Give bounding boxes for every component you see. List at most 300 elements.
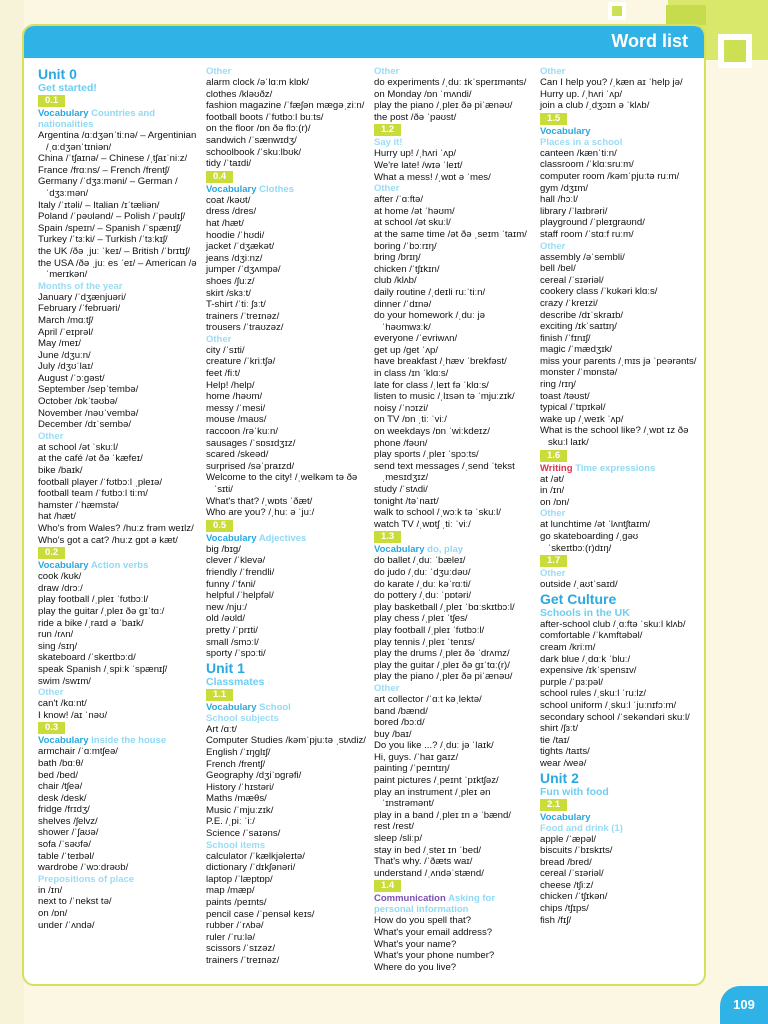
category-label: School items xyxy=(206,839,266,851)
category-label: Say it! xyxy=(374,137,403,149)
word-entry: bread /bred/ xyxy=(540,856,592,868)
section-heading xyxy=(206,184,368,195)
section-number: 1.1 xyxy=(206,689,233,701)
section-number: 1.5 xyxy=(540,113,567,125)
word-entry: expensive /ɪkˈspensɪv/ xyxy=(540,665,637,677)
header-bar xyxy=(24,26,704,58)
word-entry: biscuits /ˈbɪskɪts/ xyxy=(540,845,613,857)
word-entry: stay in bed /ˌsteɪ ɪn ˈbed/ xyxy=(374,844,482,856)
word-entry: desk /desk/ xyxy=(38,792,87,804)
word-entry: What's your email address? xyxy=(374,927,493,938)
word-entry: dress /dres/ xyxy=(206,206,257,218)
word-entry: tights /taɪts/ xyxy=(540,746,590,758)
word-entry: the USA /ðə ˌjuː es ˈeɪ/ – American /əˈmerɪkən/ xyxy=(38,257,197,281)
heading-type: Communication xyxy=(374,893,446,905)
heading-topic: Time expressions xyxy=(575,462,656,474)
word-entry: I know! /aɪ ˈnəʊ/ xyxy=(38,709,108,721)
word-entry: outside /ˌaʊtˈsaɪd/ xyxy=(540,579,618,591)
word-entry: sausages /ˈsɒsɪdʒɪz/ xyxy=(206,437,296,449)
word-entry: cream /kriːm/ xyxy=(540,641,596,653)
word-entry: jacket /ˈdʒækət/ xyxy=(206,241,275,253)
word-entry: alarm clock /əˈlɑːm klɒk/ xyxy=(206,77,309,88)
word-entry: play an instrument /ˌpleɪ ən ˈɪnstrəmənt/ xyxy=(374,786,491,810)
word-entry: play basketball /ˌpleɪ ˈbɑːskɪtbɔːl/ xyxy=(374,601,515,613)
heading-topic: Clothes xyxy=(259,183,294,195)
word-entry: shoes /ʃuːz/ xyxy=(206,275,255,287)
word-entry: computer room /kəmˈpjuːtə ruːm/ xyxy=(540,170,680,182)
word-entry: big /bɪg/ xyxy=(206,543,241,555)
word-entry: sing /sɪŋ/ xyxy=(38,640,78,652)
column-4 xyxy=(540,66,702,926)
word-entry: trousers /ˈtraʊzəz/ xyxy=(206,322,284,334)
category-label: Food and drink (1) xyxy=(540,822,623,834)
page-title: Word list xyxy=(611,31,688,51)
word-entry: scissors /ˈsɪzəz/ xyxy=(206,943,275,955)
word-entry: fashion magazine /ˈfæʃən mægəˌziːn/ xyxy=(206,100,365,112)
word-entry: phone /fəʊn/ xyxy=(374,437,428,449)
word-entry: hall /hɔːl/ xyxy=(540,194,578,206)
word-entry: bored /bɔːd/ xyxy=(374,717,425,729)
word-entry: tie /taɪ/ xyxy=(540,734,570,746)
word-entry: We're late! /wɪə ˈleɪt/ xyxy=(374,159,463,171)
word-entry: sleep /sliːp/ xyxy=(374,833,422,845)
word-entry: chair /tʃeə/ xyxy=(38,781,83,793)
word-entry: describe /dɪˈskraɪb/ xyxy=(540,309,624,321)
section-row xyxy=(38,94,200,108)
word-entry: school rules /ˌskuːl ˈruːlz/ xyxy=(540,688,647,700)
heading-type: Vocabulary xyxy=(206,701,257,713)
section-row xyxy=(540,798,702,812)
word-entry: friendly /ˈfrendli/ xyxy=(206,566,275,578)
word-entry: French /frentʃ/ xyxy=(206,758,266,770)
word-entry: Welcome to the city! /ˌwelkəm tə ðə ˈsɪti/ xyxy=(206,472,358,495)
word-entry: March /mɑːtʃ/ xyxy=(38,314,94,326)
word-entry: at the café /ət ðə ˈkæfeɪ/ xyxy=(38,453,143,465)
word-entry: play football /ˌpleɪ ˈfʊtbɔːl/ xyxy=(38,594,149,606)
category-label: Other xyxy=(374,682,400,694)
word-entry: clothes /kləʊðz/ xyxy=(206,88,273,100)
word-entry: magic /ˈmædʒɪk/ xyxy=(540,344,613,356)
word-entry: Help! /help/ xyxy=(206,379,255,391)
word-entry: January /ˈdʒænjuəri/ xyxy=(38,291,126,303)
word-entry: on /ɒn/ xyxy=(540,496,570,508)
word-entry: Italy /ˈɪtəli/ – Italian /ɪˈtæliən/ xyxy=(38,199,160,211)
word-entry: What's your name? xyxy=(374,938,457,950)
word-entry: skateboard /ˈskeɪtbɔːd/ xyxy=(38,652,136,664)
word-entry: walk to school /ˌwɔːk tə ˈskuːl/ xyxy=(374,507,501,519)
word-entry: ring /rɪŋ/ xyxy=(540,379,576,391)
word-entry: art collector /ˈɑːt kəˌlektə/ xyxy=(374,693,482,705)
word-entry: creature /ˈkriːtʃə/ xyxy=(206,356,276,368)
word-entry: have breakfast /ˌhæv ˈbrekfəst/ xyxy=(374,356,507,368)
word-entry: laptop /ˈlæptɒp/ xyxy=(206,873,273,885)
word-entry: finish /ˈfɪnɪʃ/ xyxy=(540,332,591,344)
category-label: Other xyxy=(38,687,64,699)
word-entry: at home /ət ˈhəʊm/ xyxy=(374,205,455,217)
word-entry: do judo /ˌduː ˈdʒuːdəʊ/ xyxy=(374,566,471,578)
word-entry: football player /ˈfʊtbɔːl ˌpleɪə/ xyxy=(38,476,163,488)
word-entry: everyone /ˈevriwʌn/ xyxy=(374,333,458,345)
column-3 xyxy=(374,66,536,973)
word-entry: new /njuː/ xyxy=(206,601,248,613)
heading-type: Vocabulary xyxy=(38,735,89,747)
category-label: Prepositions of place xyxy=(38,873,135,885)
word-entry: miss your parents /ˌmɪs jə ˈpeərənts/ xyxy=(540,355,697,367)
heading-type: Vocabulary xyxy=(540,811,591,823)
page-margin xyxy=(0,0,24,1024)
word-entry: trainers /ˈtreɪnəz/ xyxy=(206,955,280,966)
word-entry: rubber /ˈrʌbə/ xyxy=(206,920,264,932)
word-entry: comfortable /ˈkʌmftəbəl/ xyxy=(540,630,643,642)
category-label: Other xyxy=(374,183,400,195)
heading-type: Vocabulary xyxy=(374,544,425,556)
word-entry: chicken /ˈtʃɪkən/ xyxy=(540,891,608,903)
word-entry: join a club /ˌdʒɔɪn ə ˈklʌb/ xyxy=(540,100,650,112)
word-entry: do your homework /ˌduː jə ˈhəʊmwɜːk/ xyxy=(374,310,485,333)
heading-type: Vocabulary xyxy=(38,108,89,119)
section-number: 1.4 xyxy=(374,880,401,892)
word-entry: Poland /ˈpəʊlənd/ – Polish /ˈpəʊlɪʃ/ xyxy=(38,211,186,223)
word-entry: cook /kʊk/ xyxy=(38,571,82,583)
word-entry: Science /ˈsaɪəns/ xyxy=(206,828,281,840)
word-entry: on the floor /ɒn ðə flɔː(r)/ xyxy=(206,123,311,135)
word-entry: sporty /ˈspɔːti/ xyxy=(206,648,266,660)
word-entry: club /klʌb/ xyxy=(374,275,417,287)
section-row xyxy=(374,530,536,544)
section-row xyxy=(38,546,200,560)
word-entry: in /ɪn/ xyxy=(38,884,63,896)
word-entry: bell /bel/ xyxy=(540,263,576,275)
word-entry: at the same time /ət ðə ˌseɪm ˈtaɪm/ xyxy=(374,228,527,240)
word-entry: tidy /ˈtaɪdi/ xyxy=(206,158,252,170)
word-entry: canteen /kænˈtiːn/ xyxy=(540,147,617,159)
category-label: Other xyxy=(374,66,400,77)
word-entry: dictionary /ˈdɪkʃənəri/ xyxy=(206,862,296,874)
heading-topic: School xyxy=(259,701,291,713)
word-entry: school uniform /ˌskuːl ˈjuːnɪfɔːm/ xyxy=(540,699,677,711)
section-number: 0.1 xyxy=(38,95,65,107)
category-label: Other xyxy=(540,240,566,252)
word-entry: December /dɪˈsembə/ xyxy=(38,419,131,431)
word-entry: after-school club /ˌɑːftə ˈskuːl klʌb/ xyxy=(540,618,686,630)
word-entry: after /ˈɑːftə/ xyxy=(374,194,424,206)
word-entry: Hi, guys. /ˈhaɪ gaɪz/ xyxy=(374,751,459,763)
word-entry: April /ˈeɪprəl/ xyxy=(38,326,94,338)
word-entry: watch TV /ˌwɒtʃ ˌtiː ˈviː/ xyxy=(374,518,471,530)
word-entry: on TV /ɒn ˌtiː ˈviː/ xyxy=(374,414,447,426)
word-entry: Who are you? /ˌhuː ə ˈjuː/ xyxy=(206,507,315,519)
word-entry: get up /get ˈʌp/ xyxy=(374,344,438,356)
word-entry: map /mæp/ xyxy=(206,885,255,897)
word-entry: helpful /ˈhelpfəl/ xyxy=(206,590,274,602)
category-label: School subjects xyxy=(206,712,279,724)
word-entry: gym /dʒɪm/ xyxy=(540,182,589,194)
word-entry: July /dʒʊˈlaɪ/ xyxy=(38,361,94,373)
word-entry: play the drums /ˌpleɪ ðə ˈdrʌmz/ xyxy=(374,648,510,660)
word-entry: do karate /ˌduː kəˈrɑːti/ xyxy=(374,578,471,590)
word-entry: June /dʒuːn/ xyxy=(38,349,91,361)
word-entry: hat /hæt/ xyxy=(38,511,76,523)
word-entry: hat /hæt/ xyxy=(206,217,244,229)
word-entry: hoodie /ˈhʊdi/ xyxy=(206,229,265,241)
heading-type: Vocabulary xyxy=(206,532,257,544)
word-entry: T-shirt /ˈtiː ʃɜːt/ xyxy=(206,299,266,311)
section-row xyxy=(540,449,702,463)
word-entry: monster /ˈmɒnstə/ xyxy=(540,367,618,379)
word-entry: chips /tʃɪps/ xyxy=(540,903,589,915)
word-entry: ride a bike /ˌraɪd ə ˈbaɪk/ xyxy=(38,617,144,629)
word-entry: play the guitar /ˌpleɪ ðə gɪˈtɑː(r)/ xyxy=(374,659,510,671)
heading-topic: Action verbs xyxy=(90,560,149,572)
category-label: Other xyxy=(540,508,566,520)
word-entry: fish /fɪʃ/ xyxy=(540,914,572,926)
category-label: Other xyxy=(206,66,232,77)
unit-heading: Unit 0 xyxy=(38,66,77,82)
word-entry: fridge /frɪdʒ/ xyxy=(38,804,90,816)
section-row xyxy=(540,554,702,568)
word-entry: toast /təʊst/ xyxy=(540,390,590,402)
unit-subtitle: Fun with food xyxy=(540,785,609,798)
word-entry: on Monday /ɒn ˈmʌndi/ xyxy=(374,88,472,100)
word-entry: scared /skeəd/ xyxy=(206,449,269,461)
word-entry: listen to music /ˌlɪsən tə ˈmjuːzɪk/ xyxy=(374,391,515,403)
word-entry: home /həʊm/ xyxy=(206,391,263,403)
word-entry: speak Spanish /ˌspiːk ˈspænɪʃ/ xyxy=(38,663,168,675)
page-number: 109 xyxy=(720,986,768,1024)
word-entry: messy /ˈmesi/ xyxy=(206,402,266,414)
section-heading xyxy=(374,893,536,915)
word-entry: Can I help you? /ˌkæn aɪ ˈhelp jə/ xyxy=(540,77,683,88)
word-entry: Where do you live? xyxy=(374,961,457,973)
word-entry: Argentina /ɑːdʒənˈtiːnə/ – Argentinian /ˌɑːdʒənˈtɪniən/ xyxy=(38,130,197,153)
word-entry: secondary school /ˈsekəndəri skuːl/ xyxy=(540,711,690,723)
word-entry: trainers /ˈtreɪnəz/ xyxy=(206,310,280,322)
word-entry: How do you spell that? xyxy=(374,915,472,927)
word-entry: raccoon /rəˈkuːn/ xyxy=(206,426,278,438)
word-entry: bring /brɪŋ/ xyxy=(374,252,421,264)
word-entry: study /ˈstʌdi/ xyxy=(374,484,428,495)
unit-subtitle: Classmates xyxy=(206,675,265,688)
word-entry: the UK /ðə ˌjuː ˈkeɪ/ – British /ˈbrɪtɪʃ/ xyxy=(38,245,191,257)
word-entry: send text messages /ˌsend ˈtekst ˌmesɪdʒɪz/ xyxy=(374,460,515,484)
word-entry: noisy /ˈnɔɪzi/ xyxy=(374,402,429,414)
heading-topic: Adjectives xyxy=(258,532,307,544)
word-entry: purple /ˈpɜːpəl/ xyxy=(540,676,604,688)
word-entry: staff room /ˈstɑːf ruːm/ xyxy=(540,228,634,240)
word-entry: do experiments /ˌduː ɪkˈsperɪmənts/ xyxy=(374,77,527,88)
word-entry: August /ˈɔːgəst/ xyxy=(38,372,105,384)
section-heading xyxy=(206,702,368,713)
word-entry: next to /ˈnekst tə/ xyxy=(38,896,112,908)
word-entry: Who's from Wales? /huːz frəm weɪlz/ xyxy=(38,523,194,534)
word-entry: Hurry up. /ˌhʌri ˈʌp/ xyxy=(540,88,623,100)
word-entry: crazy /ˈkreɪzi/ xyxy=(540,297,598,309)
word-entry: cereal /ˈsɪəriəl/ xyxy=(540,868,604,880)
word-entry: cheese /tʃiːz/ xyxy=(540,879,594,891)
word-entry: Hurry up! /ˌhʌri ˈʌp/ xyxy=(374,148,457,160)
section-number: 1.3 xyxy=(374,531,401,543)
word-entry: shirt /ʃɜːt/ xyxy=(540,723,578,735)
section-heading xyxy=(206,533,368,544)
heading-topic: Countries and nationalities xyxy=(38,108,156,130)
word-entry: What is the school like? /ˌwɒt ɪz ðə skuːl laɪk/ xyxy=(540,425,689,449)
word-entry: bike /baɪk/ xyxy=(38,465,83,477)
word-entry: What's your phone number? xyxy=(374,950,495,962)
word-entry: daily routine /ˌdeɪli ruːˈtiːn/ xyxy=(374,286,486,298)
section-heading xyxy=(540,463,702,474)
word-entry: P.E. /ˌpiː ˈiː/ xyxy=(206,816,255,828)
word-entry: at lunchtime /ət ˈlʌntʃtaɪm/ xyxy=(540,519,651,531)
unit-subtitle: Schools in the UK xyxy=(540,606,630,619)
section-number: 0.3 xyxy=(38,722,65,734)
word-entry: shower /ˈʃaʊə/ xyxy=(38,827,99,839)
word-entry: February /ˈfebruəri/ xyxy=(38,303,121,315)
word-entry: late for class /ˌleɪt fə ˈklɑːs/ xyxy=(374,379,489,391)
word-entry: dark blue /ˌdɑːk ˈbluː/ xyxy=(540,653,631,665)
section-heading xyxy=(38,108,200,130)
unit-heading: Get Culture xyxy=(540,590,617,607)
word-entry: clever /ˈklevə/ xyxy=(206,555,266,567)
word-entry: hamster /ˈhæmstə/ xyxy=(38,499,119,511)
section-heading xyxy=(38,560,200,571)
word-entry: paints /peɪnts/ xyxy=(206,897,267,909)
word-entry: schoolbook /ˈskuːlbʊk/ xyxy=(206,146,302,158)
word-entry: assembly /əˈsembli/ xyxy=(540,251,625,263)
word-entry: Geography /dʒiˈɒgrəfi/ xyxy=(206,770,302,782)
heading-topic: Asking for personal information xyxy=(374,893,496,916)
word-entry: Who's got a cat? /huːz gɒt ə kæt/ xyxy=(38,534,178,546)
word-entry: Art /ɑːt/ xyxy=(206,723,237,735)
word-entry: library /ˈlaɪbrəri/ xyxy=(540,205,608,217)
unit-heading: Unit 2 xyxy=(540,769,579,786)
word-entry: Spain /speɪn/ – Spanish /ˈspænɪʃ/ xyxy=(38,222,181,234)
category-label: Places in a school xyxy=(540,136,623,148)
word-entry: jeans /dʒiːnz/ xyxy=(206,252,263,264)
word-entry: mouse /maʊs/ xyxy=(206,414,267,426)
word-entry: History /ˈhɪstəri/ xyxy=(206,781,274,793)
word-entry: bath /bɑːθ/ xyxy=(38,757,84,769)
word-list-panel xyxy=(22,24,706,986)
word-entry: exciting /ɪkˈsaɪtɪŋ/ xyxy=(540,321,617,333)
word-entry: October /ɒkˈtəʊbə/ xyxy=(38,396,118,408)
word-entry: dinner /ˈdɪnə/ xyxy=(374,298,432,310)
word-entry: apple /ˈæpəl/ xyxy=(540,833,596,845)
word-entry: old /əʊld/ xyxy=(206,613,246,625)
section-row xyxy=(206,688,368,702)
word-entry: Computer Studies /kəmˈpjuːtə ˌstʌdiz/ xyxy=(206,735,366,747)
heading-type: Vocabulary xyxy=(540,125,591,137)
category-label: Other xyxy=(540,568,566,580)
word-entry: Music /ˈmjuːzɪk/ xyxy=(206,804,274,816)
column-2 xyxy=(206,66,368,967)
section-number: 2.1 xyxy=(540,799,567,811)
heading-type: Vocabulary xyxy=(38,560,89,572)
word-entry: band /bænd/ xyxy=(374,705,428,717)
word-entry: classroom /ˈklɑːsruːm/ xyxy=(540,159,634,171)
section-row xyxy=(374,879,536,893)
section-number: 0.4 xyxy=(206,171,233,183)
word-entry: wear /weə/ xyxy=(540,757,587,769)
unit-subtitle: Get started! xyxy=(38,82,97,94)
word-entry: Maths /mæθs/ xyxy=(206,793,267,805)
word-entry: English /ˈɪŋglɪʃ/ xyxy=(206,746,271,758)
word-entry: September /sepˈtembə/ xyxy=(38,384,139,396)
word-entry: sofa /ˈsəʊfə/ xyxy=(38,839,91,851)
word-entry: in class /ɪn ˈklɑːs/ xyxy=(374,368,449,380)
section-number: 0.2 xyxy=(38,547,65,559)
word-entry: France /frɑːns/ – French /frentʃ/ xyxy=(38,164,170,176)
word-entry: armchair /ˈɑːmtʃeə/ xyxy=(38,746,118,758)
word-entry: That's why. /ˈðæts waɪ/ xyxy=(374,856,473,868)
word-entry: play the piano /ˌpleɪ ðə piˈænəʊ/ xyxy=(374,671,513,683)
word-entry: What's that? /ˌwɒts ˈðæt/ xyxy=(206,495,313,507)
word-entry: cookery class /ˈkʊkəri klɑːs/ xyxy=(540,286,658,298)
word-entry: wardrobe /ˈwɔːdrəʊb/ xyxy=(38,862,129,874)
word-entry: wake up /ˌweɪk ˈʌp/ xyxy=(540,413,624,425)
word-entry: play tennis /ˌpleɪ ˈtenɪs/ xyxy=(374,636,475,648)
word-entry: Do you like ...? /ˌduː jə ˈlaɪk/ xyxy=(374,740,494,752)
word-entry: funny /ˈfʌni/ xyxy=(206,578,256,590)
word-entry: rest /rest/ xyxy=(374,821,414,833)
word-entry: boring /ˈbɔːrɪŋ/ xyxy=(374,240,437,252)
heading-topic: Inside the house xyxy=(91,735,167,747)
word-entry: football boots /ˈfʊtbɔːl buːts/ xyxy=(206,111,324,123)
word-entry: can't /kɑːnt/ xyxy=(38,698,87,710)
word-entry: skirt /skɜːt/ xyxy=(206,287,251,299)
decorative-square-small xyxy=(608,2,626,20)
word-entry: typical /ˈtɪpɪkəl/ xyxy=(540,402,606,414)
heading-type: Writing xyxy=(540,462,573,474)
word-entry: ruler /ˈruːlə/ xyxy=(206,931,256,943)
word-entry: play in a band /ˌpleɪ ɪn ə ˈbænd/ xyxy=(374,809,511,821)
category-label: Months of the year xyxy=(38,280,123,292)
word-entry: city /ˈsɪti/ xyxy=(206,344,245,356)
word-entry: November /nəʊˈvembə/ xyxy=(38,407,139,419)
corner-decoration-strip xyxy=(666,5,706,25)
word-entry: on /ɒn/ xyxy=(38,908,68,920)
word-entry: bed /bed/ xyxy=(38,769,79,781)
section-number: 1.2 xyxy=(374,124,401,136)
section-heading xyxy=(374,544,536,555)
section-row xyxy=(38,721,200,735)
word-entry: buy /baɪ/ xyxy=(374,728,412,740)
word-entry: understand /ˌʌndəˈstænd/ xyxy=(374,867,484,879)
section-number: 1.6 xyxy=(540,450,567,462)
word-entry: Turkey /ˈtɜːki/ – Turkish /ˈtɜːkɪʃ/ xyxy=(38,234,168,246)
word-entry: the post /ðə ˈpəʊst/ xyxy=(374,111,457,123)
decorative-square xyxy=(718,34,752,68)
word-entry: May /meɪ/ xyxy=(38,338,81,350)
word-entry: play sports /ˌpleɪ ˈspɔːts/ xyxy=(374,449,479,461)
word-entry: on weekdays /ɒn ˈwiːkdeɪz/ xyxy=(374,426,490,438)
word-entry: at school /ət ˈskuːl/ xyxy=(38,441,118,453)
word-entry: What a mess! /ˌwɒt ə ˈmes/ xyxy=(374,171,491,183)
word-entry: play football /ˌpleɪ ˈfʊtbɔːl/ xyxy=(374,624,485,636)
word-entry: swim /swɪm/ xyxy=(38,675,91,687)
column-1 xyxy=(38,66,200,931)
word-entry: coat /kəʊt/ xyxy=(206,194,251,206)
section-row xyxy=(206,519,368,533)
category-label: Other xyxy=(540,66,566,77)
word-entry: calculator /ˈkælkjəleɪtə/ xyxy=(206,850,305,862)
section-row xyxy=(540,112,702,126)
word-entry: shelves /ʃelvz/ xyxy=(38,815,98,827)
word-entry: at school /ət skuːl/ xyxy=(374,217,451,229)
word-entry: small /smɔːl/ xyxy=(206,636,259,648)
section-row xyxy=(206,170,368,184)
word-entry: feet /fiːt/ xyxy=(206,368,241,380)
word-entry: tonight /təˈnaɪt/ xyxy=(374,495,439,507)
